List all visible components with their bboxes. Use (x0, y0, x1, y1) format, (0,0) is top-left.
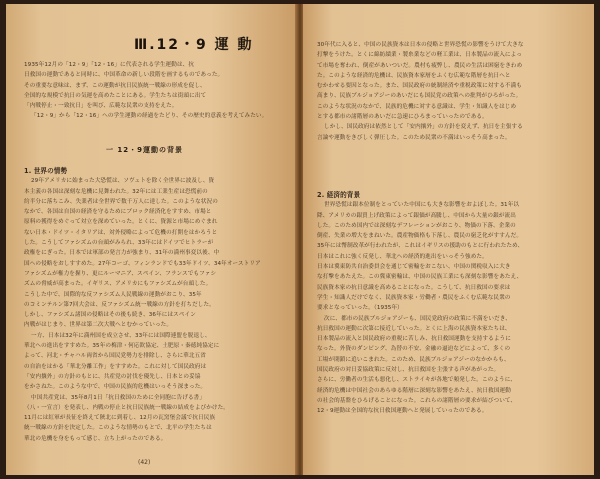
body-line: とする都市の諸階層のあいだに急速にひろまっていったのである。 (317, 114, 488, 121)
body-line: 打撃をうけた。とくに綿紡績業・製糸業などの軽工業は、日本製品の流入によっ (317, 52, 522, 59)
body-line: した。こうしてファシズムの台頭がみられ、33年にはドイツでヒトラーが (24, 240, 214, 247)
intro-line: 日救国の運動であると同時に、中国革命の新しい段階を画するものであった。 (24, 72, 224, 79)
body-line: て市場を奪われ、倒産があいついだ。農村も疲弊し、農民の生活は困窮をきわめ (317, 62, 523, 69)
body-text (24, 166, 286, 444)
body-line: （八・一宣言）を発表し、内戦の停止と抗日民族統一戦線の結成をよびかけた。 (24, 404, 229, 411)
body-line: した。このため国内では深刻なデフレーションがおこり、物価の下落、企業の (317, 222, 516, 229)
body-line: 華北への進出をすすめた。35年の梅津・何応欽協定、土肥原・秦徳純協定に (24, 343, 220, 350)
chapter-title: Ⅲ.12・9 運 動 (134, 37, 254, 53)
body-line: 倒産、失業の増大をまねいた。農産物価格も下落し、農民の窮乏化がすすんだ。 (317, 233, 523, 240)
left-page (6, 4, 297, 475)
body-line: なかで、各国は自国の経済を守るためにブロック経済化をすすめ、市場と (24, 209, 212, 216)
body-line: 一方、日本は32年に満州国を成立させ、33年には国際連盟を脱退し、 (31, 332, 211, 339)
body-line: な打撃をあたえた。この冀東密輸は、中国の民族工業にも深刻な影響をあたえ、 (317, 274, 523, 281)
body-line: 要求となっていった。（1935年） (317, 305, 403, 312)
body-line: 本主義の各国は深刻な危機に見舞われた。32年には工業生産は恐慌前の (24, 188, 208, 195)
body-line: 政権をにぎった。日本では軍部の発言力が強まり、31年の満州事変以後、中 (24, 250, 220, 257)
subheading: 2. 経済的背景 (317, 191, 361, 199)
body-line: 華北の危機を身をもって感じ、立ち上がったのである。 (24, 435, 167, 442)
body-line: をかさねた。このような中で、中国の民族的危機はいっそう深まった。 (24, 384, 207, 391)
body-line: ズムの脅威が高まった。イギリス、アメリカにもファシズムが台頭した。 (24, 281, 212, 288)
intro-line: 全国的な規模で抗日の気運を高めたことにある。学生たちは街頭に出て (24, 92, 207, 99)
intro-line: 1935年12月の「12・9」「12・16」に代表される学生運動は、抗 (24, 62, 195, 68)
intro-line: 「12・9」から「12・16」への学生運動の経過をたどり、その歴史的意義を考えてみたい。 (31, 113, 268, 120)
body-line: 日本製品の流入と国民政府の重税に苦しみ、抗日救国運動を支持するように (317, 336, 511, 343)
body-line: このような状況のなかで、民族的危機に対する意識は、学生・知識人をはじめ (317, 103, 517, 110)
body-line: 約半分に落ちこみ、失業者は全世界で数千万人に達した。このような状況の (24, 198, 218, 205)
body-line: の社会的基盤をひろげることになった。これらの諸階層の要求が結びついて、 (317, 397, 517, 404)
body-line: ない日本・ドイツ・イタリアは、対外侵略によって危機の打開をはかろうと (24, 229, 218, 236)
body-text-bottom (317, 190, 583, 417)
body-line: 12・9運動は全国的な抗日救国運動へと発展していったのである。 (317, 408, 488, 415)
intro-line: 「内戦停止・一致抗日」を叫び、広範な民衆の支持をえた。 (24, 103, 178, 110)
body-line: 「安内攘外」の方針のもとに、共産党の討伐を優先し、日本との妥協 (24, 373, 201, 380)
body-line: 29年アメリカに始まった大恐慌は、ソヴェトを除く全世界に波及し、資 (31, 178, 215, 185)
section-heading: 一 12・9運動の背景 (106, 146, 184, 154)
body-line: 日本はこれに強く反発し、華北への経済的進出をいっそう強めた。 (317, 253, 488, 260)
body-line: 35年には幣制改革が行われたが、これはイギリスの援助のもとに行われたため、 (317, 243, 524, 250)
body-line: ファシズムが権力を握り、更にルーマニア、スペイン、フランスでもファシ (24, 270, 217, 277)
body-line: 学生・知識人だけでなく、民族資本家・労働者・農民をふくむ広範な民衆の (317, 294, 511, 301)
body-line: 降、アメリカの銀買上げ政策によって銀価が高騰し、中国から大量の銀が流出 (317, 212, 516, 219)
intro-line: その重要な意味は、まず、この運動が抗日民族統一戦線の形成を促し、 (24, 82, 206, 89)
body-line: 中国共産党は、35年8月1日「抗日救国のために全同胞に告げる書」 (31, 394, 206, 401)
body-line: 高まり、民族ブルジョアジーのあいだにも国民党の政策への批判がひろがった。 (317, 93, 522, 100)
body-line: 経済的危機は中国社会のあらゆる階層に深刻な影響をあたえ、抗日救国運動 (317, 387, 511, 394)
body-line: なった。外資のダンピング、為替の不安、金融の逼迫などによって、多くの (317, 346, 511, 353)
body-line: 工場が閉鎖に追いこまれた。このため、民族ブルジョアジーのなかからも、 (317, 356, 510, 363)
body-line: 国への侵略をおしすすめた。27年コーゴ、フィンランドでも33年ドイツ、34年オーストリア (24, 260, 261, 267)
body-text-top (317, 40, 583, 143)
page-number: (42) (138, 459, 151, 466)
body-line: 世界恐慌は銀本位制をとっていた中国にも大きな影響をおよぼした。31年以 (324, 202, 520, 209)
subheading: 1. 世界の情勢 (24, 167, 68, 175)
right-page (303, 4, 594, 475)
body-line: むかわせる要因となった。また、国民政府の統制経済や重税政策に対する不満も (317, 83, 522, 90)
body-line: よって、河北・チャハル両省から国民党勢力を排除し、さらに華北五省 (24, 353, 206, 360)
intro-paragraph (24, 60, 286, 122)
body-line: 原料の獲得をめぐって対立を深めていった。とくに、資源と市場にめぐまれ (24, 219, 218, 226)
open-book (6, 4, 594, 475)
body-line: しかし、ファシズム諸国の侵略はその後も続き、36年にはスペイン (24, 312, 196, 319)
body-line: 30年代に入ると、中国の民族資本は日本の侵略と世界恐慌の影響をうけて大きな (317, 42, 524, 48)
body-line: こうした中で、国際的な反ファシズム人民戦線の運動がおこり、35年 (24, 291, 202, 298)
body-line: 次に、都市の民族ブルジョアジーも、国民党政府の政策に不満をいだき、 (324, 315, 511, 322)
body-line: 国民政府の対日妥協政策に反対し、抗日救国を主張する声があがった。 (317, 367, 500, 374)
body-line: 言論や運動をきびしく弾圧した。このため民衆の不満はいっそう高まった。 (317, 134, 511, 141)
body-line: た。このような経済的危機は、民族資本家層をふくむ広範な階層を抗日へと (317, 72, 511, 79)
body-line: の自治をはかる「華北分離工作」をすすめた。これに対して国民政府は (24, 363, 207, 370)
body-line: 統一戦線の方針を決定した。このような情勢のもとで、北平の学生たちは (24, 425, 212, 432)
body-line: のコミンテルン第7回大会は、反ファシズム統一戦線の方針を打ちだした。 (24, 301, 215, 308)
body-line: 抗日救国の運動に次第に接近していった。とくに上海の民族資本家たちは、 (317, 325, 511, 332)
body-line: 民族資本家の抗日意識を高めることになった。こうして、抗日救国の要求は (317, 284, 511, 291)
body-line: 日本は冀東防共自治委員会を通じて密輸をおこない、中国の関税収入に大き (317, 264, 511, 271)
body-line: さらに、労働者の生活も悪化し、ストライキが各地で頻発した。このように、 (317, 377, 517, 384)
body-line: 11月には紅軍が長征を終えて陝北に到着し、12月の瓦窯堡会議で抗日民族 (24, 415, 216, 422)
body-line: しかし、国民政府は依然として「安内攘外」の方針を変えず、抗日を主張する (324, 124, 523, 131)
body-line: 内戦がはじまり、世界は第二次大戦へとむかっていった。 (24, 322, 173, 329)
